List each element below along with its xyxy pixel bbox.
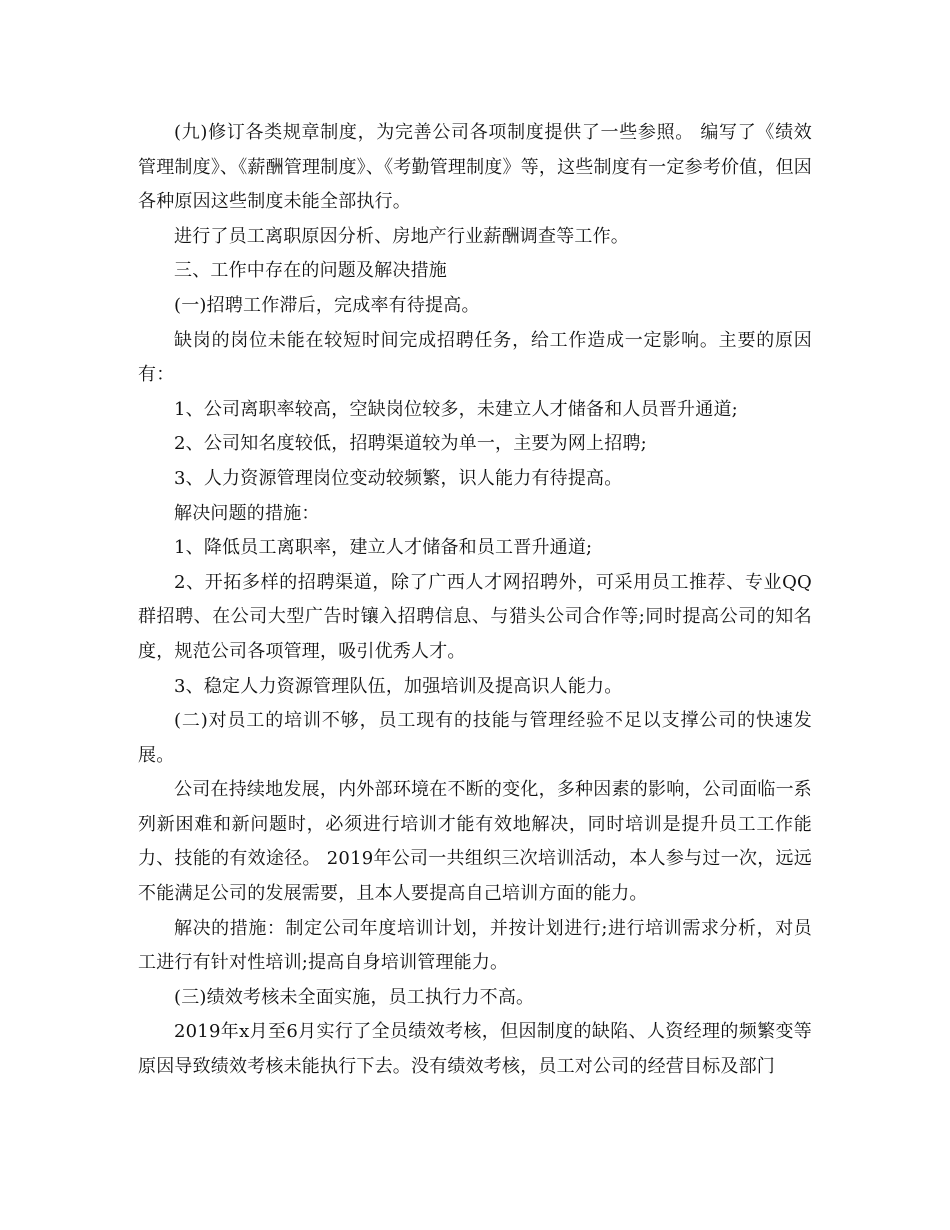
paragraph-5: 缺岗的岗位未能在较短时间完成招聘任务，给工作造成一定影响。主要的原因有： [138,329,812,386]
list-item-cause-1: 1、公司离职率较高，空缺岗位较多，未建立人才储备和人员晋升通道; [174,398,738,420]
paragraph-1: (九)修订各类规章制度，为完善公司各项制度提供了一些参照。 编写了《绩效管理制度》、《薪酬管理制度》、《考勤管理制度》等，这些制度有一定参考价值，但因各种原因这些制度未能全部执行。 [138,122,812,213]
subheading-recruitment: (一)招聘工作滞后，完成率有待提高。 [174,294,480,316]
document-body [138,116,812,1085]
section-heading-3: 三、工作中存在的问题及解决措施 [174,260,447,282]
measures-label: 解决问题的措施： [174,502,320,524]
paragraph-15: 解决的措施：制定公司年度培训计划，并按计划进行;进行培训需求分析，对员工进行有针对性培训;提高自身培训管理能力。 [138,917,812,974]
list-item-measure-2: 2、开拓多样的招聘渠道，除了广西人才网招聘外，可采用员工推荐、专业QQ群招聘、在公司大型广告时镶入招聘信息、与猎头公司合作等;同时提高公司的知名度，规范公司各项管理，吸引优秀人才。 [138,571,812,662]
paragraph-14: 公司在持续地发展，内外部环境在不断的变化，多种因素的影响，公司面临一系列新困难和新问题时，必须进行培训才能有效地解决，同时培训是提升员工工作能力、技能的有效途径。 2019年公司一共组织三次培训活动，本人参与过一次，远远不能满足公司的发展需要，且本人要提高自己培训方面的能力。 [138,779,812,905]
list-item-measure-3: 3、稳定人力资源管理队伍，加强培训及提高识人能力。 [174,675,623,697]
list-item-cause-2: 2、公司知名度较低，招聘渠道较为单一，主要为网上招聘; [174,433,647,455]
list-item-cause-3: 3、人力资源管理岗位变动较频繁，识人能力有待提高。 [174,467,623,489]
subheading-training: (二)对员工的培训不够，员工现有的技能与管理经验不足以支撑公司的快速发展。 [138,710,812,766]
list-item-measure-1: 1、降低员工离职率，建立人才储备和员工晋升通道; [174,537,593,559]
paragraph-2: 进行了员工离职原因分析、房地产行业薪酬调查等工作。 [174,225,629,247]
subheading-performance: (三)绩效考核未全面实施，员工执行力不高。 [174,986,535,1008]
paragraph-17: 2019年x月至6月实行了全员绩效考核，但因制度的缺陷、人资经理的频繁变等原因导致绩效考核未能执行下去。没有绩效考核，员工对公司的经营目标及部门 [138,1021,812,1078]
